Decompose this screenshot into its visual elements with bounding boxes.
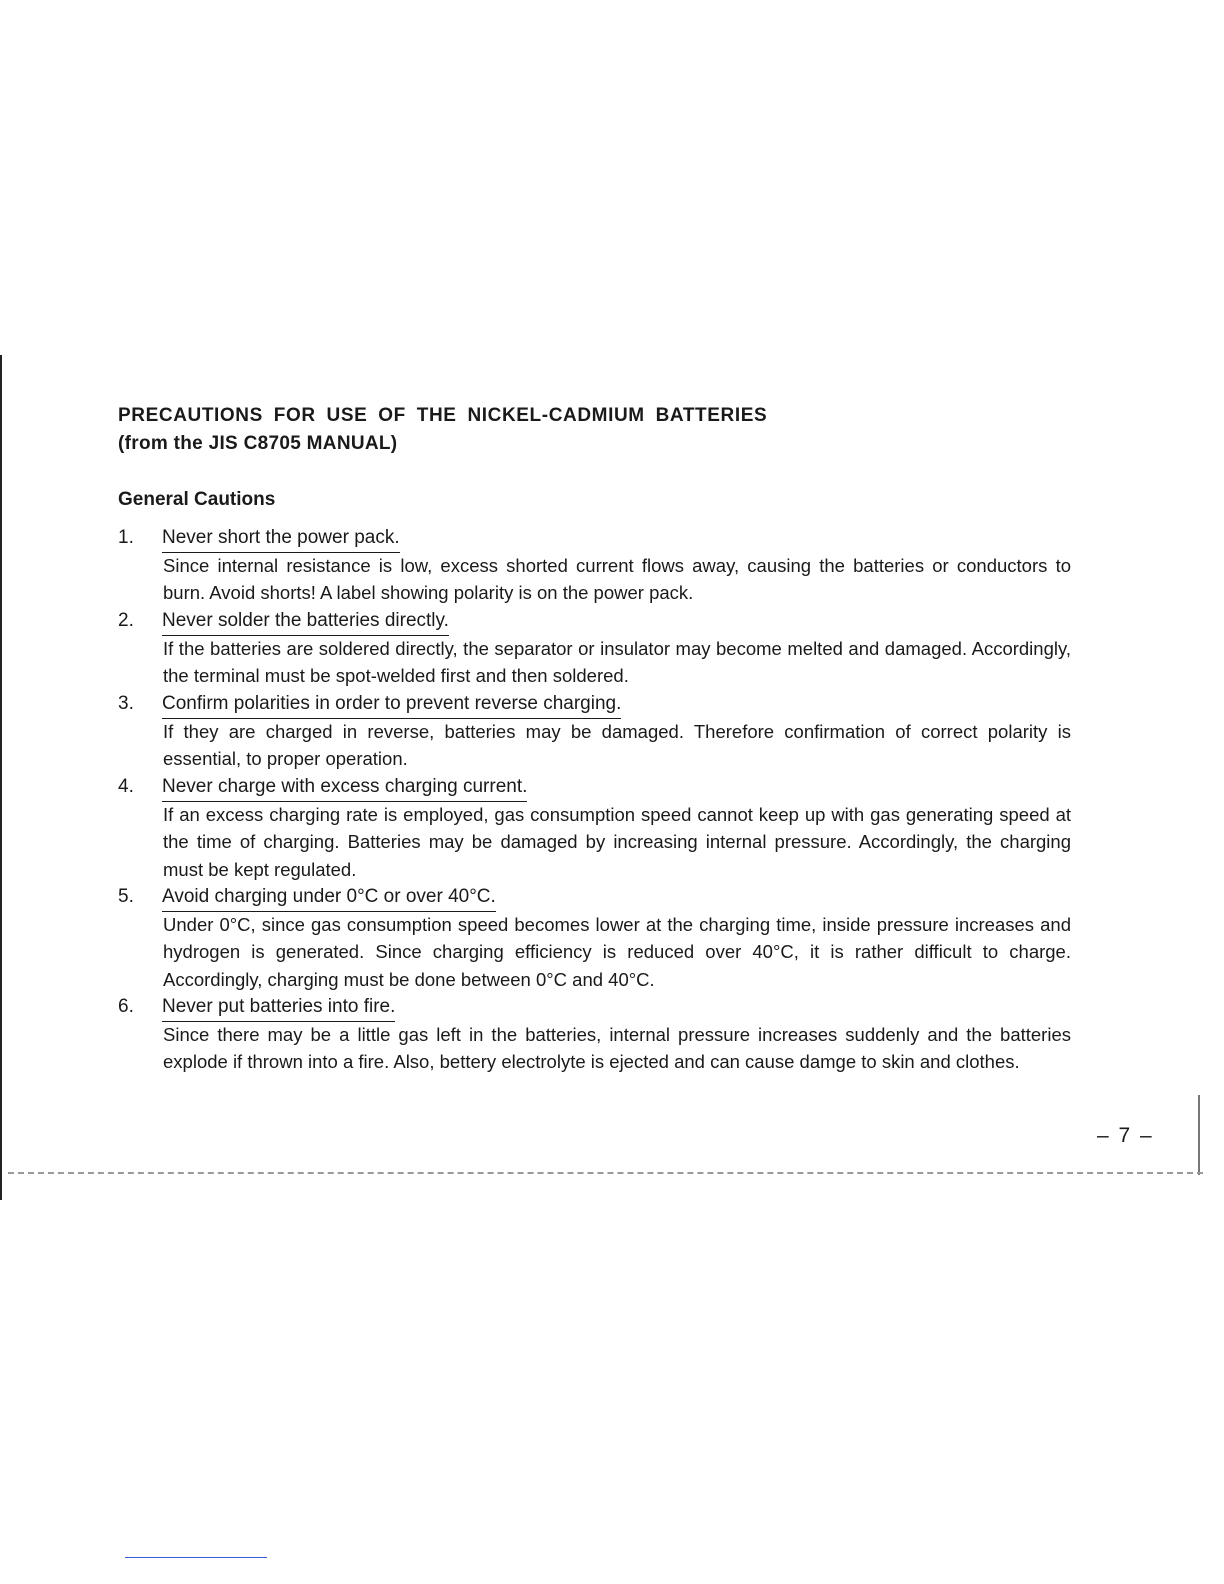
section-heading: General Cautions: [118, 489, 276, 510]
item-body: Under 0°C, since gas consumption speed becomes lower at the charging time, inside pressure increases and hydrogen is generated. Since charging efficiency is reduced over 40°C, it is rather difficult to charge. Accordingly, charging must be done between 0°C and 40°C.: [163, 913, 1071, 990]
page-number: – 7 –: [1097, 1124, 1154, 1147]
scan-right-edge: [1198, 1095, 1200, 1175]
scan-left-edge: [0, 355, 2, 1200]
item-number: 2.: [118, 610, 134, 631]
item-heading: Never short the power pack.: [162, 524, 400, 553]
item-heading: Never solder the batteries directly.: [162, 607, 449, 636]
item-body: Since there may be a little gas left in the batteries, internal pressure increases suddenly and the batteries explode if thrown into a fire. Also, bettery electrolyte is ejected and can cause damge to skin and clothes.: [163, 1023, 1071, 1072]
scan-bottom-rule: [8, 1172, 1203, 1174]
item-body: Since internal resistance is low, excess shorted current flows away, causing the batteries or conductors to burn. Avoid shorts! A label showing polarity is on the power pack.: [163, 554, 1071, 603]
item-number: 6.: [118, 996, 134, 1017]
item-number: 1.: [118, 527, 134, 548]
item-body: If they are charged in reverse, batteries may be damaged. Therefore confirmation of correct polarity is essential, to proper operation.: [163, 720, 1071, 769]
item-body: If an excess charging rate is employed, gas consumption speed cannot keep up with gas generating speed at the time of charging. Batteries may be damaged by increasing internal pressure. Accordingly, the charging must be kept regulated.: [163, 803, 1071, 880]
item-number: 5.: [118, 886, 134, 907]
scan-blue-mark: [125, 1557, 267, 1558]
item-number: 4.: [118, 776, 134, 797]
item-heading: Never put batteries into fire.: [162, 993, 395, 1022]
item-heading: Never charge with excess charging current.: [162, 773, 527, 802]
item-heading: Avoid charging under 0°C or over 40°C.: [162, 883, 496, 912]
document-title: PRECAUTIONS FOR USE OF THE NICKEL-CADMIUM BATTERIES: [118, 405, 768, 426]
item-number: 3.: [118, 693, 134, 714]
item-body: If the batteries are soldered directly, the separator or insulator may become melted and damaged. Accordingly, the terminal must be spot-welded first and then soldered.: [163, 637, 1071, 686]
item-heading: Confirm polarities in order to prevent reverse charging.: [162, 690, 621, 719]
document-subtitle: (from the JIS C8705 MANUAL): [118, 433, 398, 454]
